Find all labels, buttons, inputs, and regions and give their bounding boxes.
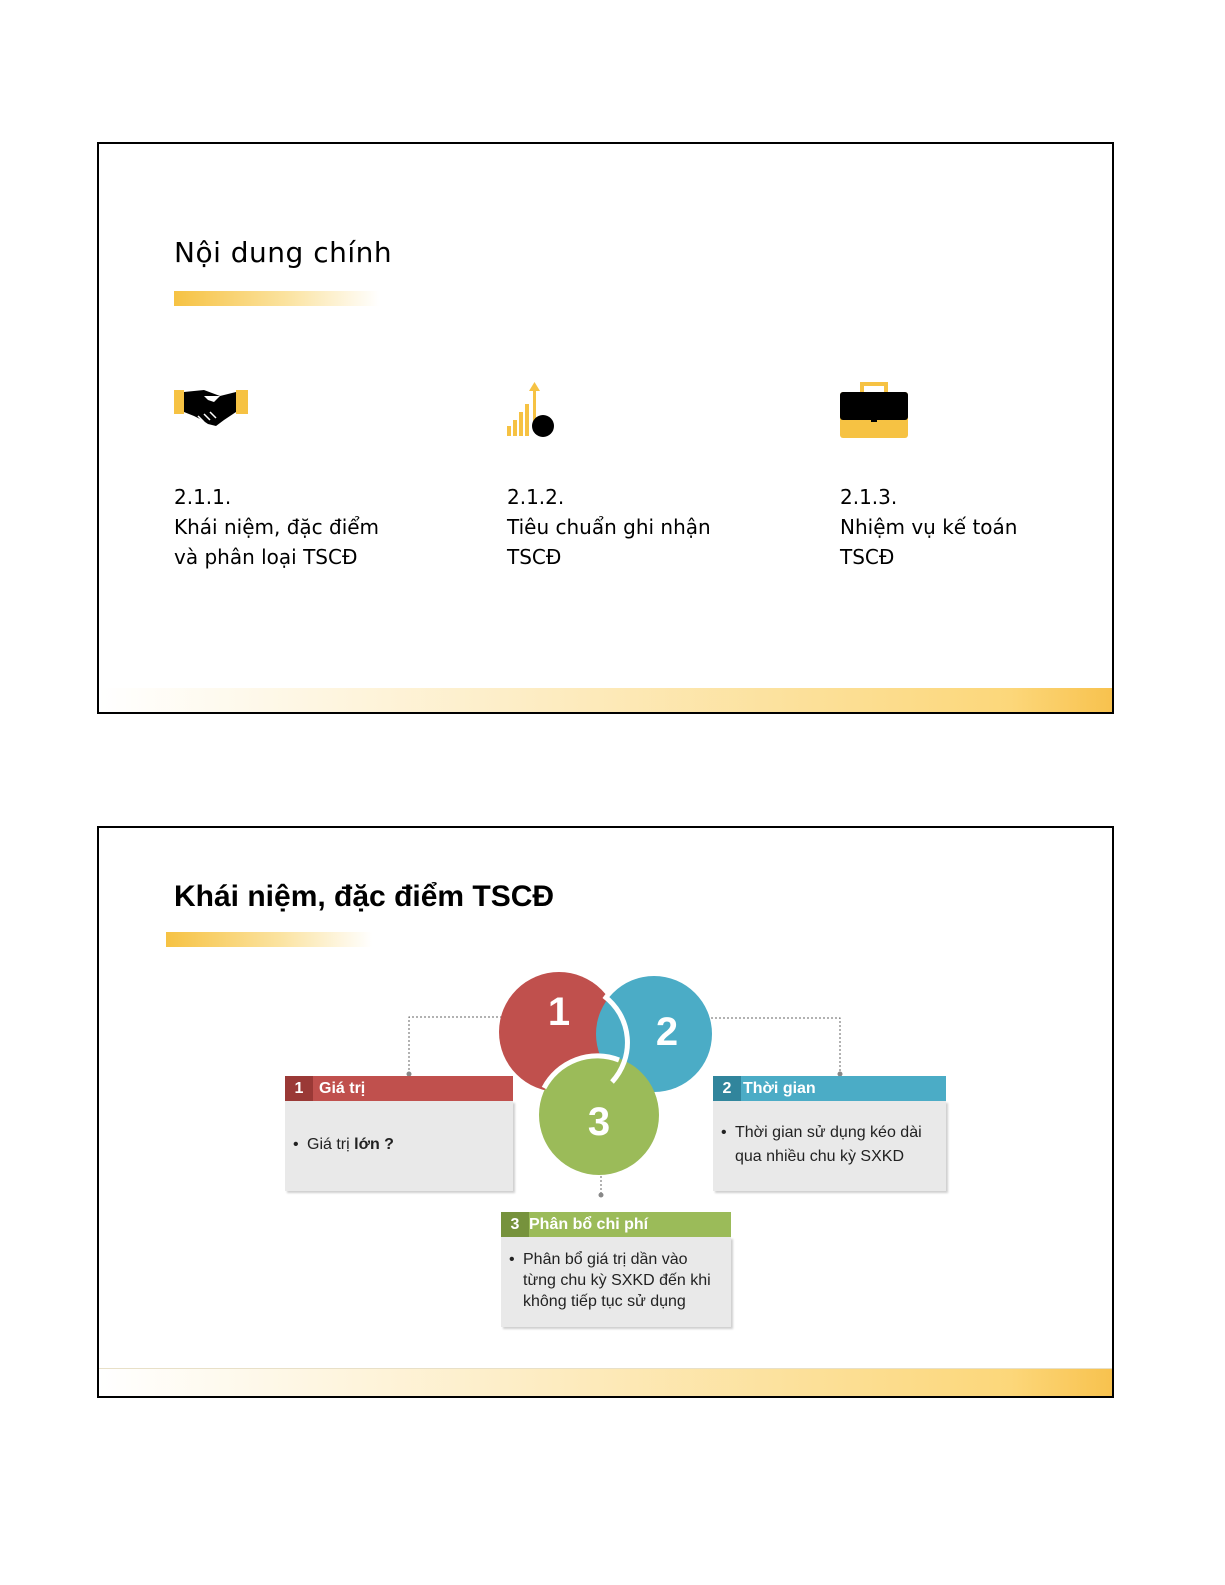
- card-body: • Thời gian sử dụng kéo dài qua nhiều chu kỳ SXKD: [713, 1101, 946, 1191]
- circle-3-number: 3: [587, 1100, 611, 1144]
- topic-2-1-1: [174, 382, 434, 572]
- topic-number: 2.1.1.: [174, 485, 232, 509]
- card-number: 1: [285, 1076, 313, 1101]
- card-header: [713, 1076, 946, 1101]
- card-body: • Phân bổ giá trị dần vào từng chu kỳ SXKD đến khi không tiếp tục sử dụng: [501, 1237, 731, 1327]
- card-text-bold: lớn ?: [354, 1136, 394, 1153]
- topic-label: Khái niệm, đặc điểm: [174, 515, 380, 539]
- topic-label: Nhiệm vụ kế toán: [840, 515, 1018, 539]
- card-text: qua nhiều chu kỳ SXKD: [735, 1148, 904, 1165]
- bottom-decor-band: [99, 1368, 1112, 1396]
- circle-2-number: 2: [655, 1010, 679, 1054]
- slide-title: Nội dung chính: [174, 236, 393, 269]
- card-number: 2: [713, 1076, 741, 1101]
- slide-title: Khái niệm, đặc điểm TSCĐ: [174, 880, 555, 913]
- card-heading: Giá trị: [319, 1080, 366, 1097]
- card-heading: Thời gian: [743, 1080, 816, 1097]
- topic-2-1-2: [507, 382, 767, 572]
- growth-chart-icon: [507, 382, 767, 442]
- topic-2-1-3: [840, 382, 1100, 572]
- card-value: [285, 1076, 513, 1191]
- card-text: không tiếp tục sử dụng: [523, 1293, 686, 1310]
- card-header: [285, 1076, 513, 1101]
- circle-1-number: 1: [547, 990, 571, 1034]
- card-number: 3: [501, 1212, 529, 1237]
- card-text: Thời gian sử dụng kéo dài: [735, 1124, 922, 1141]
- connector-1: [409, 1017, 503, 1074]
- topic-number: 2.1.2.: [507, 485, 565, 509]
- bottom-decor-band: [99, 688, 1112, 712]
- card-text: Phân bổ giá trị dần vào: [523, 1251, 688, 1268]
- slide-concept-features: [97, 826, 1114, 1398]
- briefcase-icon: [840, 382, 1100, 442]
- card-text: từng chu kỳ SXKD đến khi: [523, 1272, 711, 1289]
- card-time: [713, 1076, 946, 1191]
- topic-number: 2.1.3.: [840, 485, 898, 509]
- card-header: [501, 1212, 731, 1237]
- topic-label: và phân loại TSCĐ: [174, 545, 358, 569]
- card-heading: Phân bổ chi phí: [529, 1216, 649, 1233]
- card-text: Giá trị: [307, 1136, 355, 1153]
- title-underline: [174, 291, 379, 306]
- slide-main-contents: [97, 142, 1114, 714]
- topic-label: TSCĐ: [507, 545, 562, 569]
- card-cost-allocation: [501, 1212, 731, 1327]
- connector-2: [711, 1018, 840, 1074]
- topic-label: TSCĐ: [840, 545, 895, 569]
- handshake-icon: [174, 382, 434, 442]
- topic-label: Tiêu chuẩn ghi nhận: [507, 515, 711, 539]
- card-body: • Giá trị lớn ?: [285, 1101, 513, 1191]
